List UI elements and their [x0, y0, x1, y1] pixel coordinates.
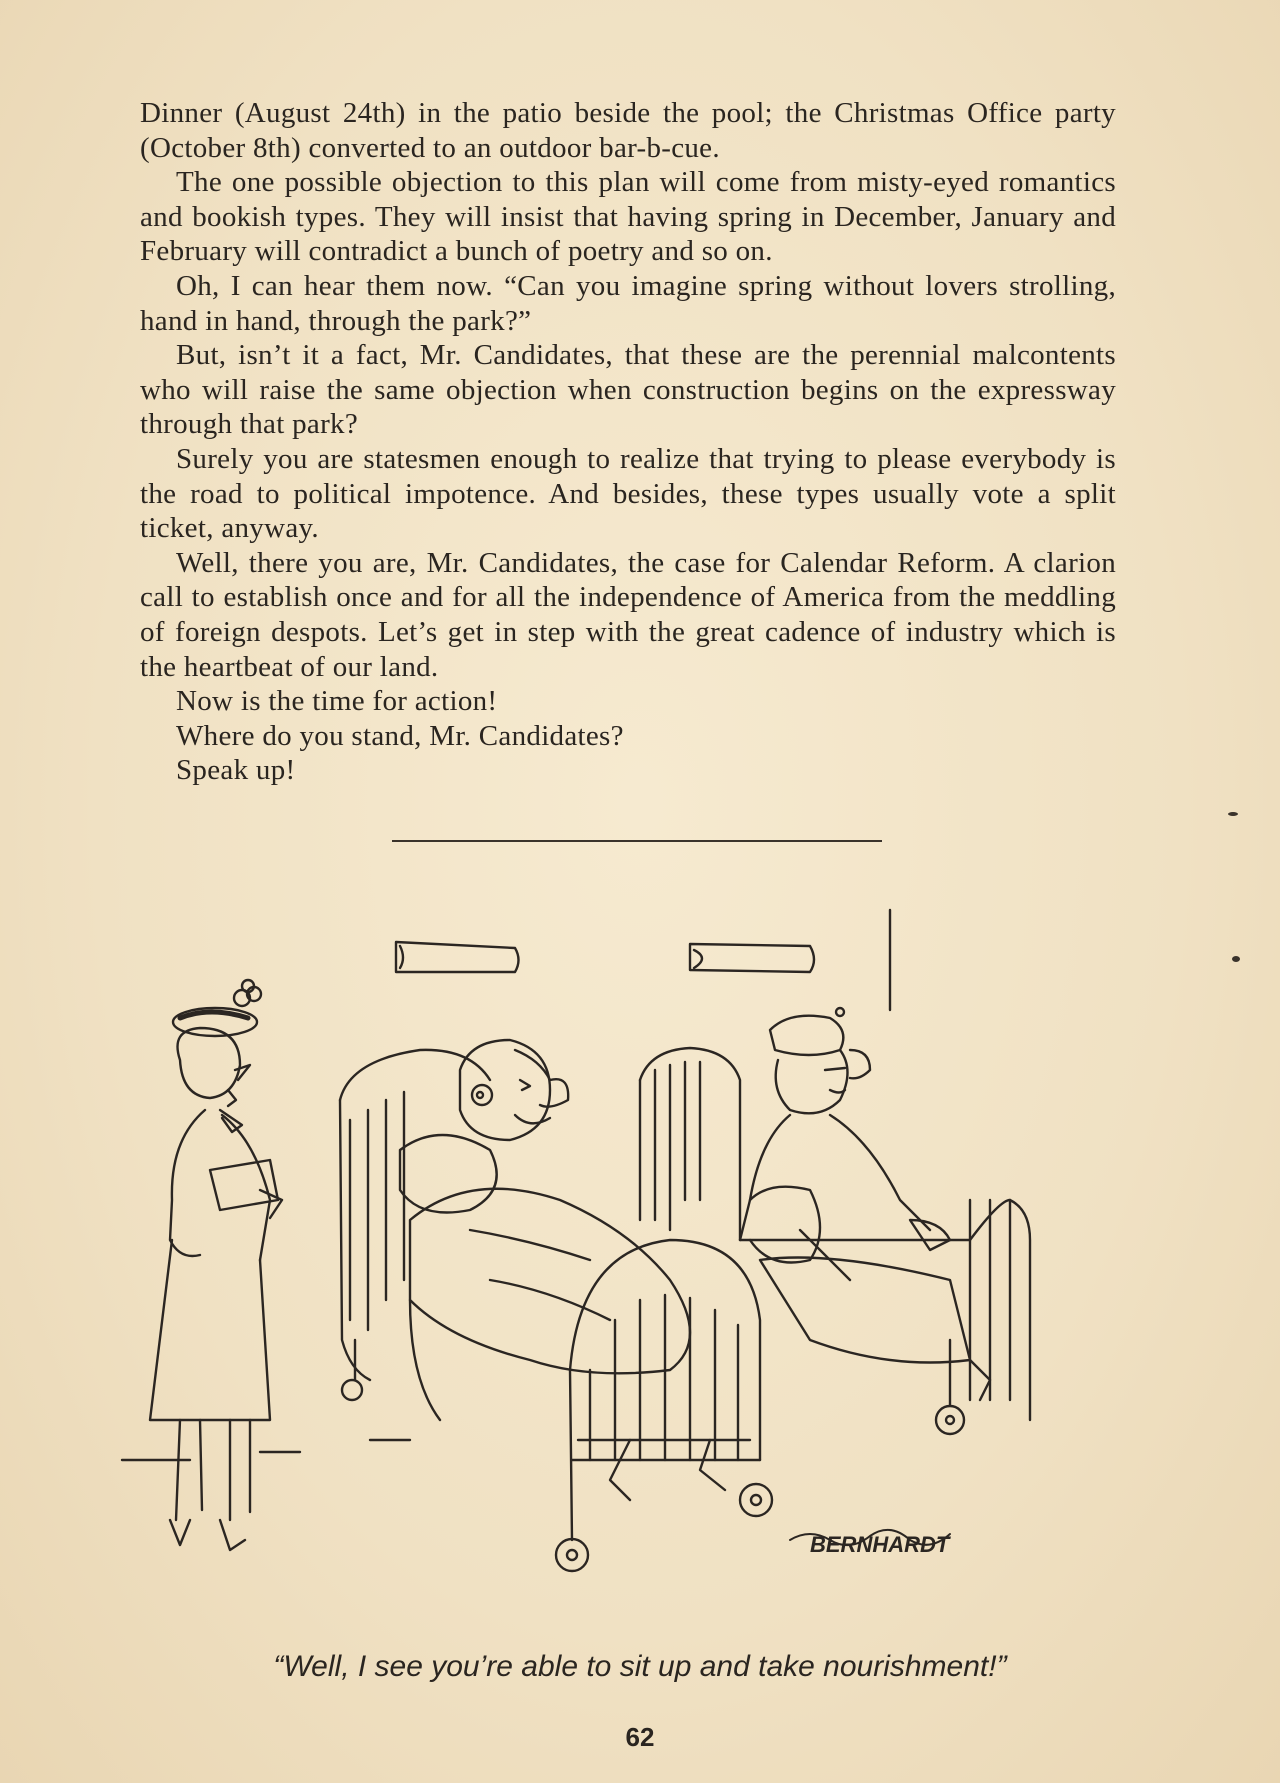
- article-body: [140, 96, 1116, 788]
- section-divider: [392, 840, 882, 842]
- paragraph-4: But, isn’t it a fact, Mr. Candidates, that these are the perennial malcontents who will raise the same objection when construction begins on the expressway through that park?: [140, 339, 1116, 441]
- patient-bed: [340, 1040, 772, 1571]
- ink-speck: [1232, 956, 1240, 962]
- paragraph-2: The one possible objection to this plan will come from misty-eyed romantics and bookish types. They will insist that having spring in December, January and February will contradict a bunch of poetry and so on.: [140, 166, 1116, 268]
- floor-line: [122, 1440, 410, 1460]
- paragraph-8: Where do you stand, Mr. Candidates?: [176, 719, 624, 752]
- ceiling-lights: [396, 910, 890, 1010]
- paragraph-7: Now is the time for action!: [176, 685, 498, 718]
- visitor-woman: [150, 980, 282, 1550]
- cartoon-caption: “Well, I see you’re able to sit up and take nourishment!”: [273, 1650, 1007, 1683]
- cartoon-illustration: [110, 900, 1170, 1620]
- paragraph-1: Dinner (August 24th) in the patio beside the pool; the Christmas Office party (October 8th) converted to an outdoor bar-b-cue.: [140, 97, 1116, 164]
- paragraph-3: Oh, I can hear them now. “Can you imagine spring without lovers strolling, hand in hand, through the park?”: [140, 269, 1116, 337]
- ink-speck: [1228, 812, 1238, 816]
- cartoon-signature: BERNHARDT: [810, 1532, 950, 1557]
- paragraph-5: Surely you are statesmen enough to realize that trying to please everybody is the road to political impotence. And besides, these types usually vote a split ticket, anyway.: [140, 442, 1116, 545]
- paragraph-6: Well, there you are, Mr. Candidates, the case for Calendar Reform. A clarion call to establish once and for all the independence of America from the meddling of foreign despots. Let’s get in step with the great cadence of industry which is the heartbeat of our land.: [140, 546, 1116, 683]
- paragraph-9: Speak up!: [176, 754, 296, 787]
- page-number: 62: [625, 1722, 655, 1752]
